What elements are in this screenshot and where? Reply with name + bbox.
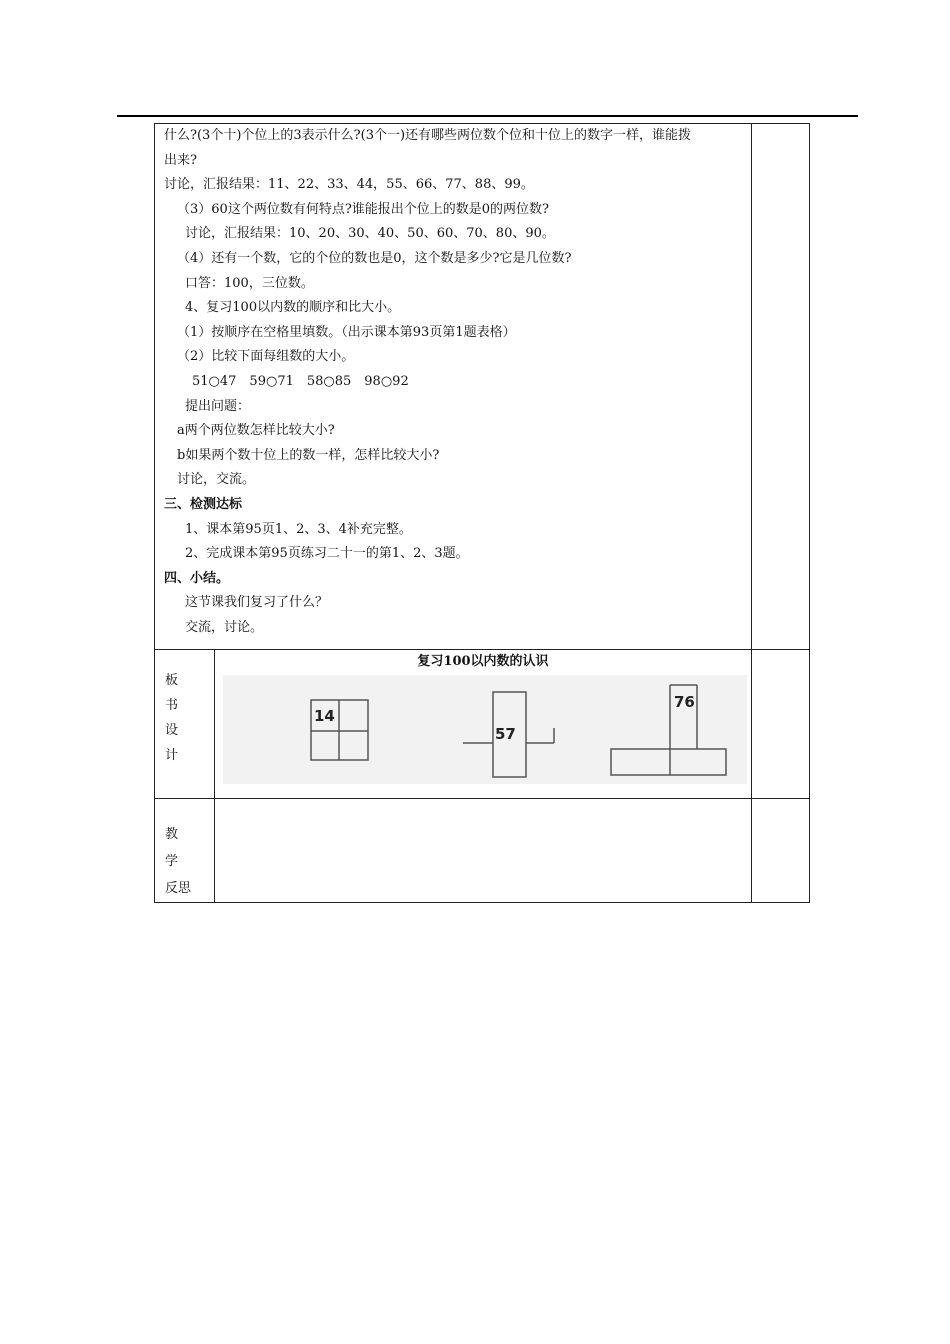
board-row	[155, 650, 810, 799]
reflection-label-line: 教学	[165, 827, 195, 869]
grid-figure-14	[311, 700, 368, 760]
question-a: a两个两位数怎样比较大小?	[177, 423, 335, 439]
reflection-label-cell	[155, 799, 215, 903]
text-line: 讨论，交流。	[177, 472, 256, 488]
board-label-cell	[155, 650, 215, 799]
header-rule	[117, 115, 858, 117]
text-line: 什么?(3个十)个位上的3表示什么?(3个一)还有哪些两位数个位和十位上的数字一样，谁能拨	[164, 128, 692, 143]
grid-figure-57	[463, 692, 554, 777]
board-label-char: 计	[165, 748, 179, 763]
text-line: 1、课本第95页1、2、3、4补充完整。	[185, 521, 412, 537]
text-line: 交流，讨论。	[185, 619, 264, 635]
grid-figure-76	[611, 685, 726, 775]
reflection-label	[155, 799, 214, 902]
board-label	[155, 650, 214, 768]
text-line: （1）按顺序在空格里填数。（出示课本第93页第1题表格）	[177, 324, 516, 340]
lesson-table	[154, 123, 810, 903]
text-line: 讨论，汇报结果：11、22、33、44，55、66、77、88、99。	[164, 177, 534, 193]
empty-cell	[752, 799, 810, 903]
board-label-char: 板	[165, 673, 179, 688]
lesson-row	[155, 124, 810, 650]
board-label-char: 设	[165, 723, 179, 738]
board-design-cell	[215, 650, 752, 799]
lesson-content-cell	[155, 124, 752, 650]
compare-exercise-line: 51○47 59○71 58○85 98○92	[192, 373, 409, 389]
text-line: 出来?	[164, 152, 197, 168]
reflection-label-line: 反思	[165, 881, 192, 896]
question-b: b如果两个数十位上的数一样，怎样比较大小?	[177, 447, 440, 463]
text-line: 提出问题：	[185, 398, 251, 414]
empty-cell	[752, 650, 810, 799]
text-line: （2）比较下面每组数的大小。	[177, 349, 355, 365]
figure-number: 14	[314, 707, 335, 725]
section-heading: 三、检测达标	[164, 496, 243, 512]
text-line: 4、复习100以内数的顺序和比大小。	[185, 300, 401, 316]
text-line: （4）还有一个数，它的个位的数也是0，这个数是多少?它是几位数?	[177, 250, 572, 266]
reflection-row	[155, 799, 810, 903]
text-line: （3）60这个两位数有何特点?谁能报出个位上的数是0的两位数?	[177, 201, 550, 217]
text-line: 讨论，汇报结果：10、20、30、40、50、60、70、80、90。	[185, 226, 555, 242]
place-value-diagrams	[223, 675, 747, 784]
figure-number: 76	[674, 693, 695, 711]
section-heading: 四、小结。	[164, 570, 230, 586]
board-label-char: 书	[165, 698, 179, 713]
reflection-content-cell	[215, 799, 752, 903]
board-figure	[223, 675, 747, 784]
empty-cell	[752, 124, 810, 650]
board-title: 复习100以内数的认识	[417, 654, 549, 669]
text-line: 这节课我们复习了什么？	[185, 595, 329, 611]
figure-number: 57	[495, 725, 516, 743]
text-line: 2、完成课本第95页练习二十一的第1、2、3题。	[185, 546, 469, 562]
text-line: 口答：100，三位数。	[185, 275, 314, 291]
